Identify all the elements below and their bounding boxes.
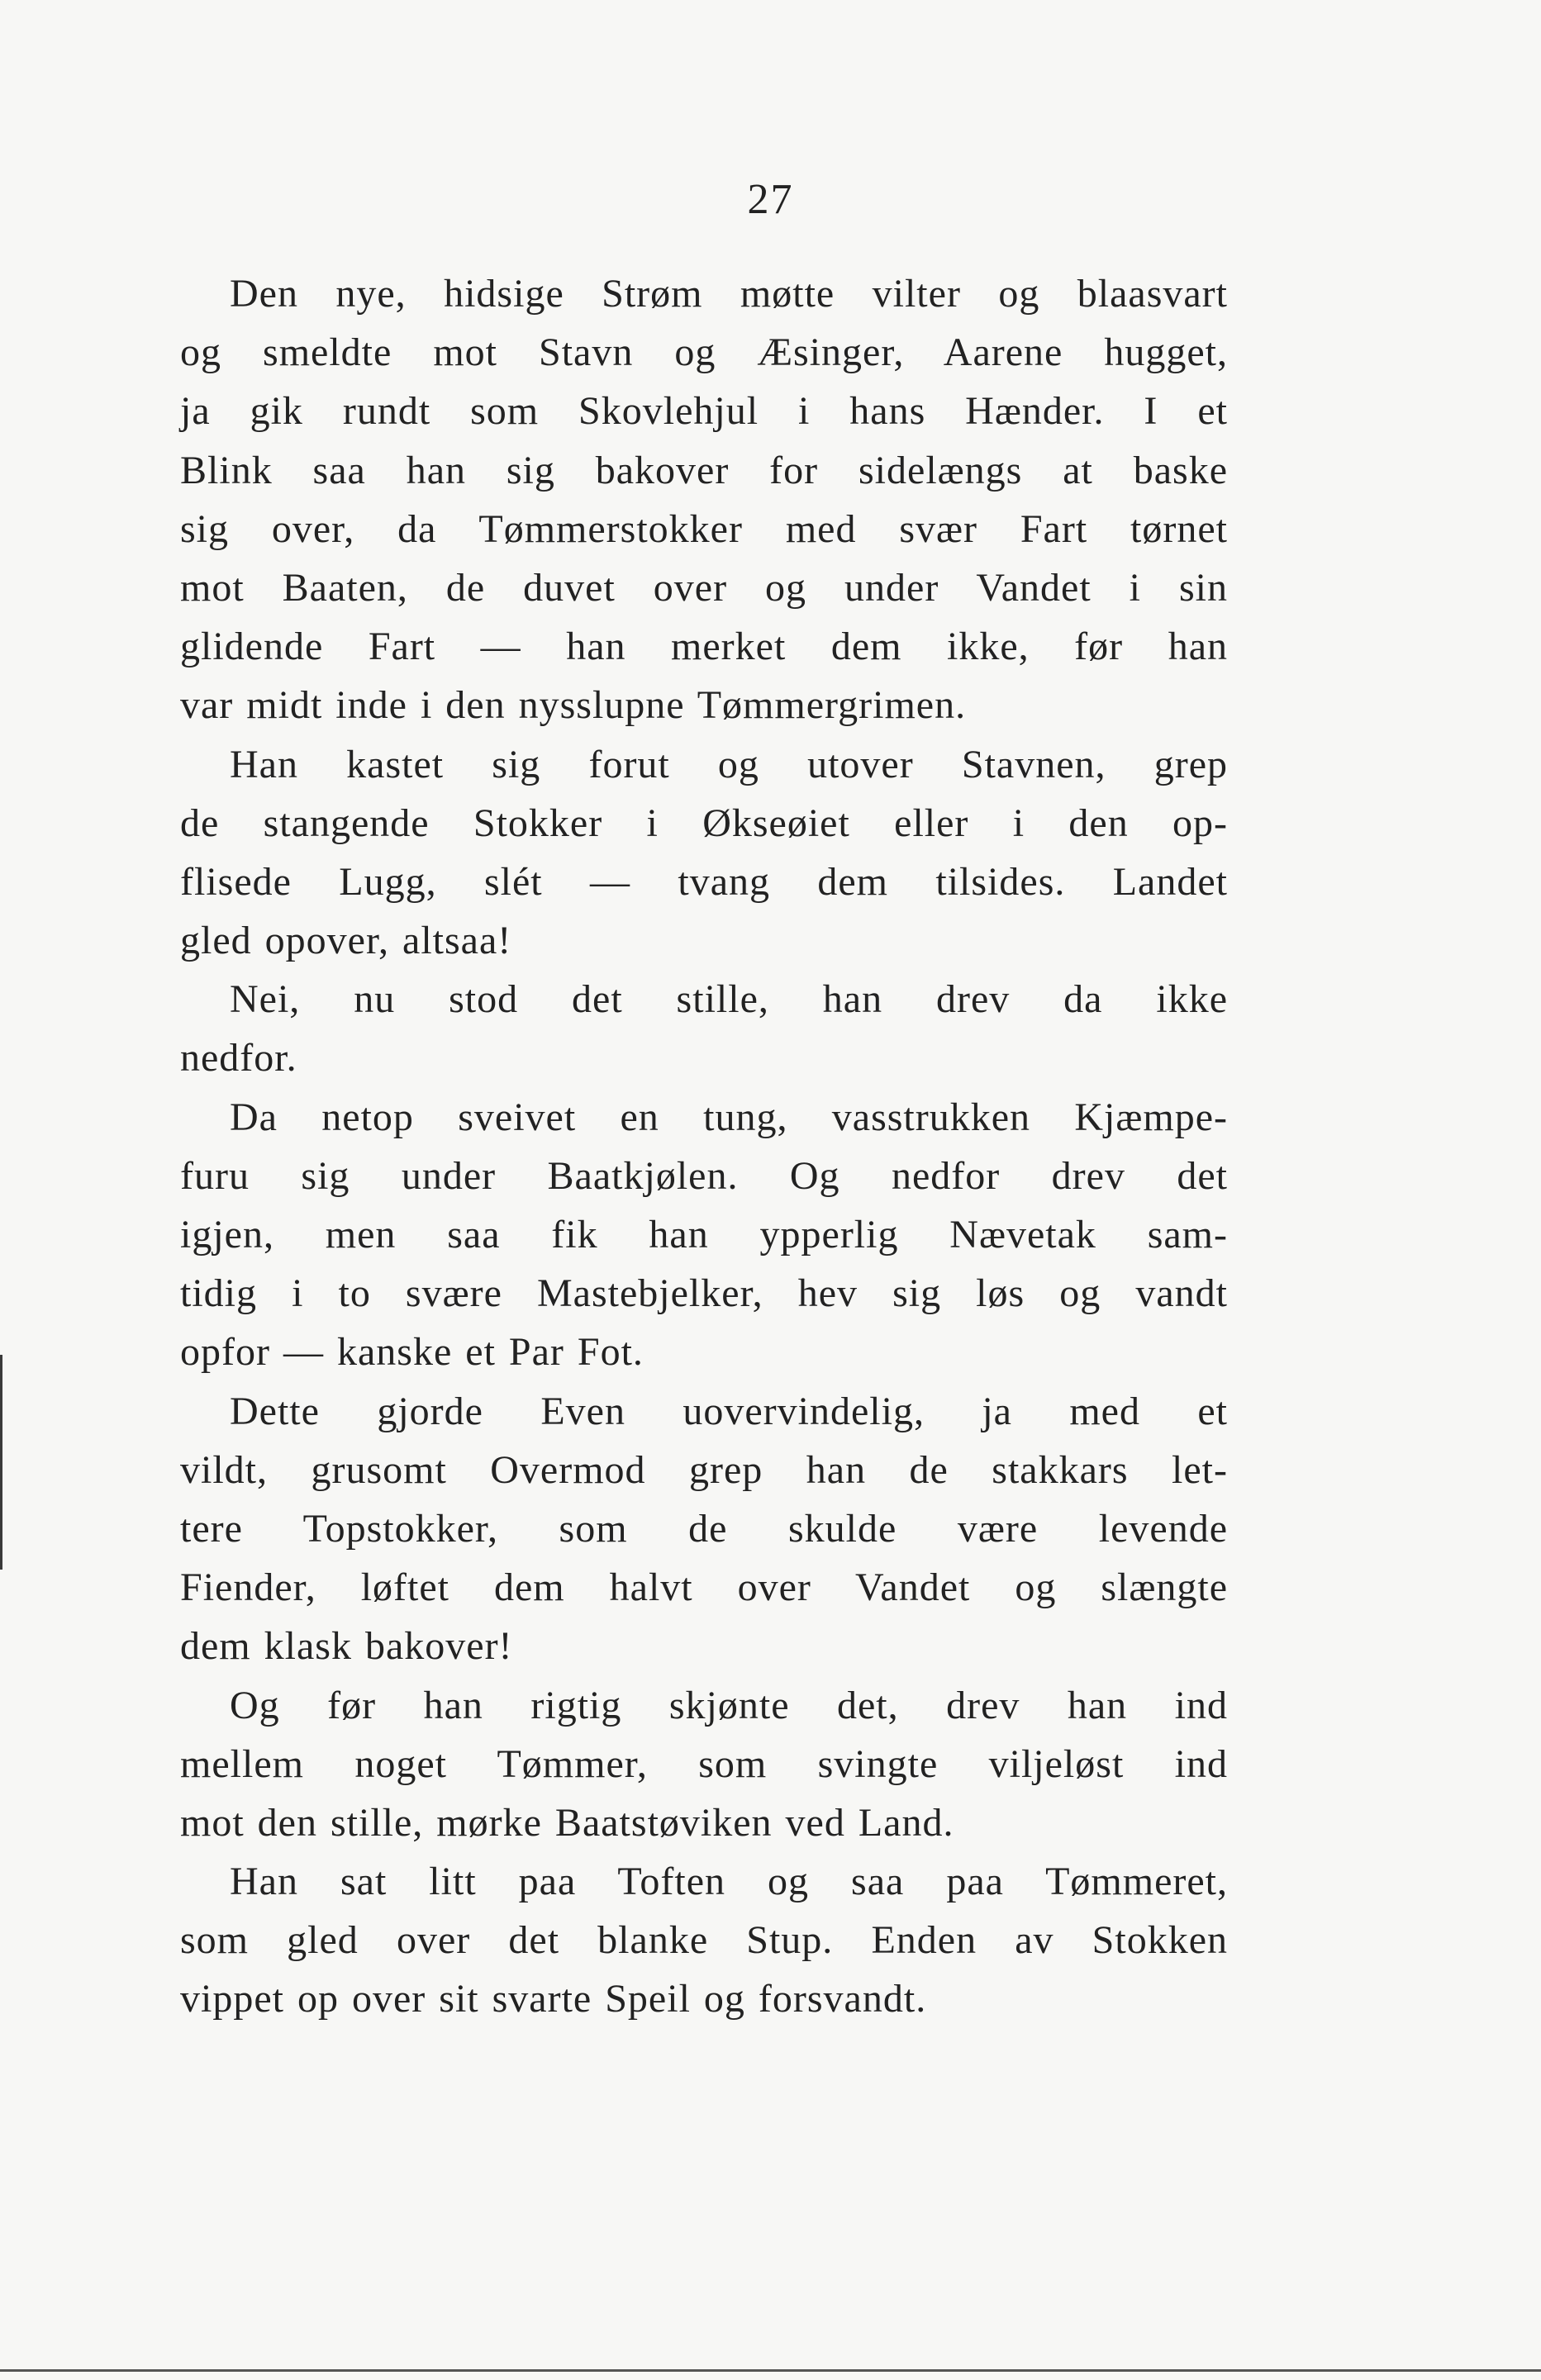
text-line: mellem noget Tømmer, som svingte viljeløst ind <box>180 1741 1228 1786</box>
text-line: tidig i to svære Mastebjelker, hev sig løs og vandt <box>180 1271 1228 1316</box>
text-line: gled opover, altsaa! <box>180 919 512 963</box>
text-line: vildt, grusomt Overmod grep han de stakkars let- <box>180 1447 1228 1492</box>
text-line: Dette gjorde Even uovervindelig, ja med et <box>230 1389 1228 1433</box>
text-line: Da netop sveivet en tung, vasstrukken Kjæmpe- <box>230 1095 1228 1139</box>
text-line: Blink saa han sig bakover for sidelængs at baske <box>180 448 1228 492</box>
page-number: 27 <box>747 176 794 223</box>
scan-edge-bottom <box>0 2369 1541 2372</box>
text-line: Og før han rigtig skjønte det, drev han ind <box>230 1683 1228 1727</box>
text-line: Han sat litt paa Toften og saa paa Tømmeret, <box>230 1860 1228 1904</box>
text-line: dem klask bakover! <box>180 1624 513 1669</box>
text-line: ja gik rundt som Skovlehjul i hans Hænder. I et <box>180 389 1228 434</box>
text-line: nedfor. <box>180 1036 297 1081</box>
text-line: mot den stille, mørke Baatstøviken ved Land. <box>180 1800 954 1845</box>
text-line: furu sig under Baatkjølen. Og nedfor drev det <box>180 1153 1228 1198</box>
text-line: som gled over det blanke Stup. Enden av Stokken <box>180 1918 1228 1963</box>
text-line: og smeldte mot Stavn og Æsinger, Aarene hugget, <box>180 330 1228 375</box>
text-line: sig over, da Tømmerstokker med svær Fart tørnet <box>180 506 1228 551</box>
text-line: glidende Fart — han merket dem ikke, før han <box>180 625 1228 669</box>
text-line: tere Topstokker, som de skulde være levende <box>180 1506 1228 1551</box>
body-text <box>180 264 1228 2029</box>
text-line: opfor — kanske et Par Fot. <box>180 1330 644 1375</box>
text-line: mot Baaten, de duvet over og under Vandet i sin <box>180 565 1228 610</box>
text-line: var midt inde i den nysslupne Tømmergrimen. <box>180 683 967 728</box>
text-line: Han kastet sig forut og utover Stavnen, grep <box>230 742 1228 786</box>
text-line: vippet op over sit svarte Speil og forsvandt. <box>180 1977 927 2021</box>
text-line: igjen, men saa fik han ypperlig Nævetak sam- <box>180 1213 1228 1257</box>
text-line: Fiender, løftet dem halvt over Vandet og slængte <box>180 1565 1228 1610</box>
text-line: flisede Lugg, slét — tvang dem tilsides. Landet <box>180 859 1228 904</box>
text-line: de stangende Stokker i Økseøiet eller i den op- <box>180 800 1228 845</box>
scan-edge-left <box>0 1355 2 1570</box>
text-line: Den nye, hidsige Strøm møtte vilter og blaasvart <box>230 272 1228 316</box>
text-line: Nei, nu stod det stille, han drev da ikke <box>230 977 1228 1022</box>
